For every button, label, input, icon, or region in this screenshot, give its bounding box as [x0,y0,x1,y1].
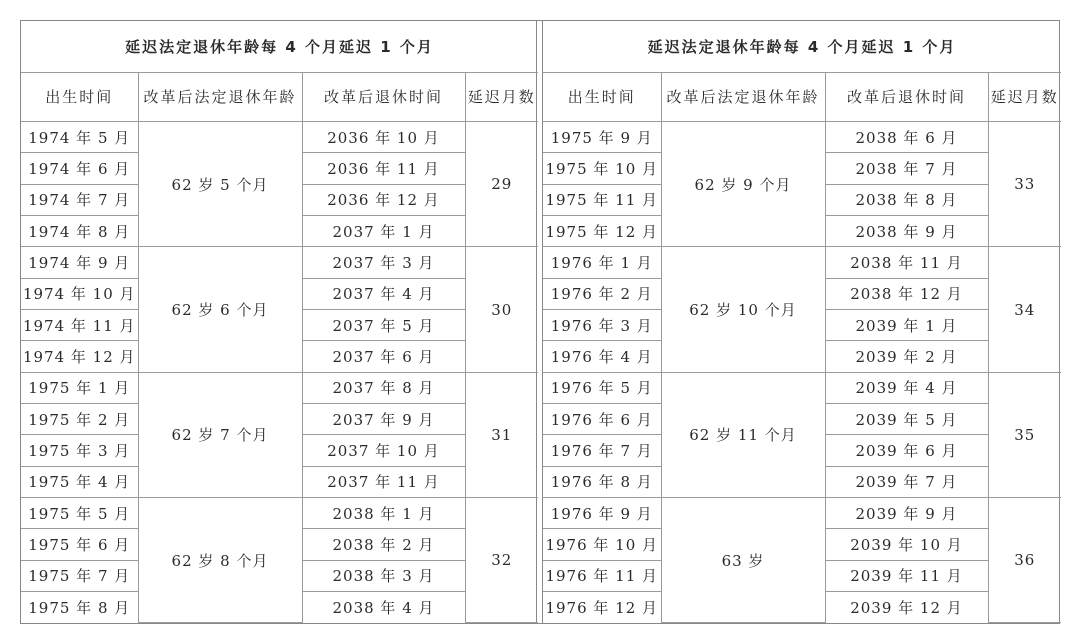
retirement-time-cell: 2037 年 9 月 [302,404,465,435]
birth-time-cell: 1975 年 10 月 [543,153,661,184]
table-row [21,372,538,403]
birth-time-cell: 1976 年 11 月 [543,560,661,591]
birth-time-cell: 1975 年 6 月 [21,529,138,560]
retirement-time-cell: 2037 年 4 月 [302,278,465,309]
table-row [543,122,1061,153]
retirement-age-cell: 62 岁 8 个月 [138,498,302,623]
birth-time-cell: 1974 年 10 月 [21,278,138,309]
title-row [21,21,538,72]
retirement-time-cell: 2038 年 11 月 [825,247,988,278]
birth-time-cell: 1976 年 1 月 [543,247,661,278]
delay-months-cell: 31 [465,372,538,497]
schedule-table-right [543,21,1061,623]
delay-months-cell: 33 [988,122,1061,247]
schedule-table-left [21,21,538,623]
header-row [543,72,1061,122]
header-delay-months: 延迟月数 [988,72,1061,122]
retirement-schedule-document [20,20,1060,624]
birth-time-cell: 1975 年 4 月 [21,466,138,497]
table-body [21,21,538,623]
retirement-time-cell: 2036 年 11 月 [302,153,465,184]
header-birth-time: 出生时间 [543,72,661,122]
header-retirement-age: 改革后法定退休年龄 [661,72,825,122]
birth-time-cell: 1975 年 3 月 [21,435,138,466]
retirement-time-cell: 2039 年 10 月 [825,529,988,560]
delay-months-cell: 36 [988,498,1061,623]
retirement-time-cell: 2039 年 12 月 [825,592,988,623]
retirement-time-cell: 2037 年 5 月 [302,310,465,341]
retirement-time-cell: 2038 年 1 月 [302,498,465,529]
birth-time-cell: 1975 年 2 月 [21,404,138,435]
birth-time-cell: 1974 年 5 月 [21,122,138,153]
retirement-time-cell: 2039 年 2 月 [825,341,988,372]
retirement-time-cell: 2039 年 6 月 [825,435,988,466]
birth-time-cell: 1974 年 9 月 [21,247,138,278]
birth-time-cell: 1974 年 7 月 [21,184,138,215]
retirement-time-cell: 2037 年 11 月 [302,466,465,497]
birth-time-cell: 1974 年 11 月 [21,310,138,341]
delay-months-cell: 34 [988,247,1061,372]
delay-months-cell: 29 [465,122,538,247]
header-retirement-time: 改革后退休时间 [825,72,988,122]
table-row [543,372,1061,403]
retirement-time-cell: 2037 年 6 月 [302,341,465,372]
delay-months-cell: 30 [465,247,538,372]
table-row [21,247,538,278]
birth-time-cell: 1974 年 8 月 [21,216,138,247]
table-body [543,21,1061,623]
birth-time-cell: 1976 年 10 月 [543,529,661,560]
header-birth-time: 出生时间 [21,72,138,122]
retirement-time-cell: 2039 年 11 月 [825,560,988,591]
birth-time-cell: 1975 年 1 月 [21,372,138,403]
retirement-age-cell: 62 岁 9 个月 [661,122,825,247]
retirement-age-cell: 62 岁 5 个月 [138,122,302,247]
retirement-time-cell: 2039 年 1 月 [825,310,988,341]
table-row [21,122,538,153]
birth-time-cell: 1975 年 9 月 [543,122,661,153]
retirement-time-cell: 2037 年 10 月 [302,435,465,466]
retirement-time-cell: 2039 年 7 月 [825,466,988,497]
retirement-time-cell: 2038 年 6 月 [825,122,988,153]
birth-time-cell: 1974 年 6 月 [21,153,138,184]
retirement-time-cell: 2038 年 9 月 [825,216,988,247]
delay-months-cell: 32 [465,498,538,623]
table-row [543,247,1061,278]
schedule-panel-right [542,21,1060,623]
retirement-time-cell: 2038 年 7 月 [825,153,988,184]
retirement-time-cell: 2039 年 5 月 [825,404,988,435]
retirement-time-cell: 2037 年 3 月 [302,247,465,278]
retirement-time-cell: 2038 年 8 月 [825,184,988,215]
retirement-time-cell: 2038 年 3 月 [302,560,465,591]
retirement-time-cell: 2036 年 10 月 [302,122,465,153]
retirement-age-cell: 62 岁 11 个月 [661,372,825,497]
header-row [21,72,538,122]
schedule-panel-left [20,21,537,623]
table-title: 延迟法定退休年龄每 4 个月延迟 1 个月 [543,21,1061,72]
retirement-time-cell: 2036 年 12 月 [302,184,465,215]
birth-time-cell: 1976 年 6 月 [543,404,661,435]
retirement-age-cell: 62 岁 7 个月 [138,372,302,497]
retirement-time-cell: 2039 年 9 月 [825,498,988,529]
birth-time-cell: 1976 年 7 月 [543,435,661,466]
retirement-time-cell: 2038 年 12 月 [825,278,988,309]
table-row [543,498,1061,529]
birth-time-cell: 1975 年 11 月 [543,184,661,215]
retirement-time-cell: 2038 年 4 月 [302,592,465,623]
header-retirement-time: 改革后退休时间 [302,72,465,122]
birth-time-cell: 1976 年 12 月 [543,592,661,623]
birth-time-cell: 1975 年 5 月 [21,498,138,529]
birth-time-cell: 1975 年 12 月 [543,216,661,247]
birth-time-cell: 1974 年 12 月 [21,341,138,372]
header-delay-months: 延迟月数 [465,72,538,122]
delay-months-cell: 35 [988,372,1061,497]
birth-time-cell: 1976 年 2 月 [543,278,661,309]
retirement-time-cell: 2037 年 8 月 [302,372,465,403]
retirement-time-cell: 2038 年 2 月 [302,529,465,560]
retirement-age-cell: 62 岁 6 个月 [138,247,302,372]
birth-time-cell: 1976 年 8 月 [543,466,661,497]
retirement-age-cell: 63 岁 [661,498,825,623]
birth-time-cell: 1976 年 4 月 [543,341,661,372]
title-row [543,21,1061,72]
table-row [21,498,538,529]
birth-time-cell: 1975 年 8 月 [21,592,138,623]
birth-time-cell: 1976 年 5 月 [543,372,661,403]
birth-time-cell: 1975 年 7 月 [21,560,138,591]
retirement-age-cell: 62 岁 10 个月 [661,247,825,372]
retirement-time-cell: 2037 年 1 月 [302,216,465,247]
birth-time-cell: 1976 年 9 月 [543,498,661,529]
table-title: 延迟法定退休年龄每 4 个月延迟 1 个月 [21,21,538,72]
header-retirement-age: 改革后法定退休年龄 [138,72,302,122]
retirement-time-cell: 2039 年 4 月 [825,372,988,403]
birth-time-cell: 1976 年 3 月 [543,310,661,341]
